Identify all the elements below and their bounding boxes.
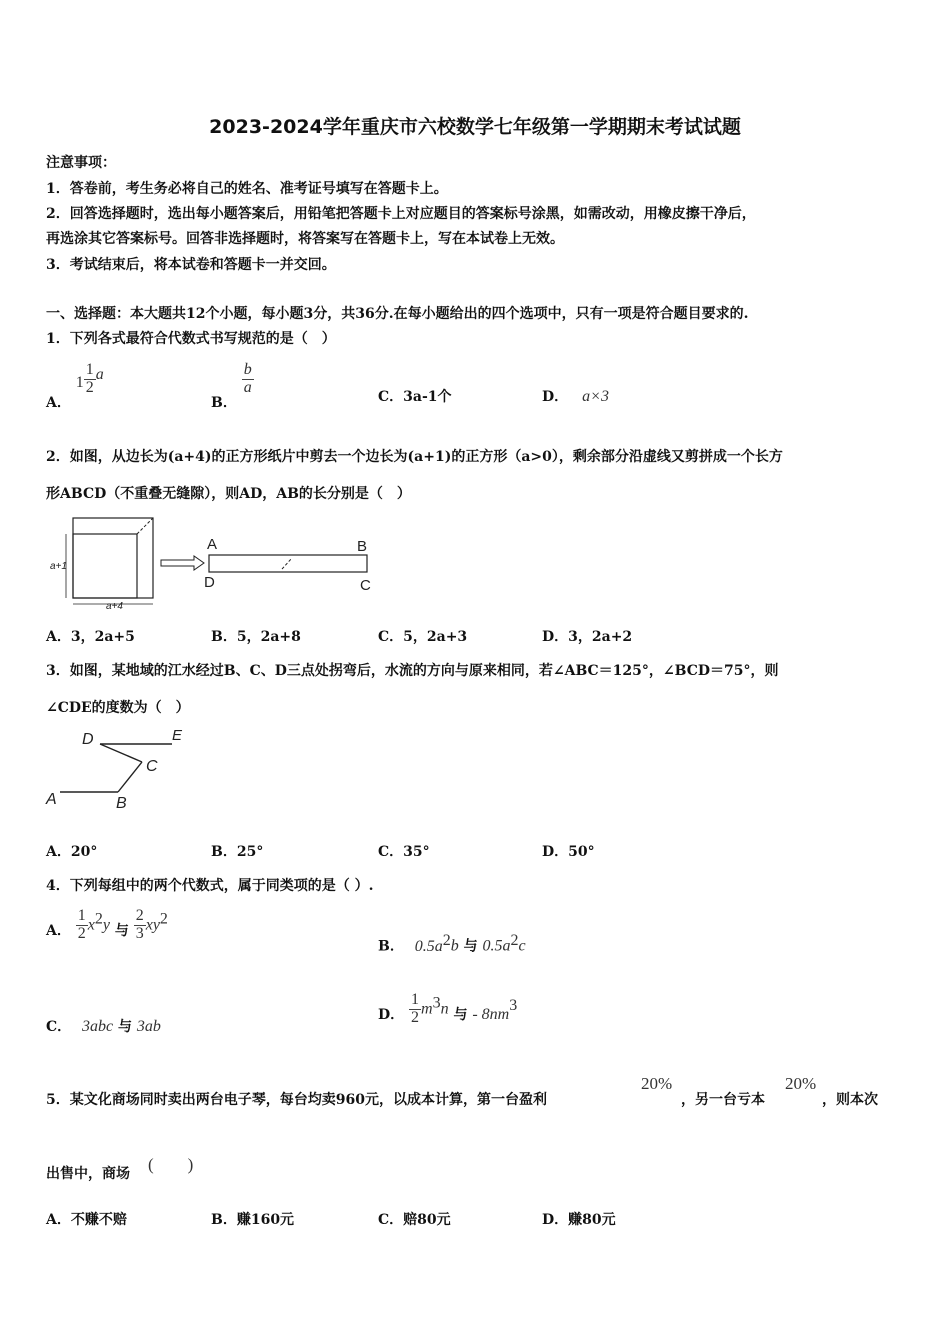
q4-option-c: C． 3abc 与 3ab: [46, 1018, 161, 1035]
q5-option-a: A．不赚不赔: [46, 1212, 127, 1228]
river-cb: [118, 762, 142, 792]
q1-option-d: D． a×3: [542, 388, 609, 405]
q3-stem-line1: 3．如图，某地域的江水经过B、C、D三点处拐弯后，水流的方向与原来相同，若∠ABC＝125°，∠BCD＝75°，则: [46, 663, 779, 679]
q5-stem-part1: 5．某文化商场同时卖出两台电子琴，每台均卖960元，以成本计算，第一台盈利: [46, 1092, 547, 1108]
q5-option-b: B．赚160元: [211, 1212, 295, 1228]
q2-option-c: C．5，2a+3: [378, 629, 468, 645]
q5-stem-part3: ，则本次: [822, 1092, 878, 1108]
rectangle-abcd: [209, 555, 367, 572]
q4-option-b: B． $0.5a^2b$ 与 $0.5a^2c$: [378, 932, 526, 955]
label-E: E: [172, 727, 183, 744]
q5-stem-part2: ，另一台亏本: [681, 1092, 765, 1108]
notice-heading: 注意事项：: [46, 155, 116, 171]
rect-dashed-line: [282, 558, 292, 569]
page-title: 2023-2024学年重庆市六校数学七年级第一学期期末考试试题: [209, 116, 741, 138]
q3-stem-line2: ∠CDE的度数为（ ）: [46, 700, 190, 716]
q1-option-a: A． 1 $\frac{1}{2}$ a: [46, 361, 104, 412]
notice-item-2a: 2．回答选择题时，选出每小题答案后，用铅笔把答题卡上对应题目的答案标号涂黑，如需改动，用橡皮擦干净后，: [46, 206, 756, 222]
river-dc: [100, 744, 142, 762]
q1-option-b: B． $\frac{b}{a}$: [211, 361, 252, 412]
q3-figure: [42, 722, 202, 817]
q1-option-c: C．3a-1个: [378, 389, 452, 405]
label-C: C: [360, 577, 371, 594]
q5-option-c: C．赔80元: [378, 1212, 451, 1228]
q3-option-b: B．25°: [211, 844, 264, 860]
label-D: D: [82, 731, 94, 748]
q4-option-d: D． $\frac{1}{2}$ $m^3n$ 与 - $8nm^3$: [378, 991, 518, 1026]
label-A: A: [207, 536, 218, 553]
q5-option-d: D．赚80元: [542, 1212, 616, 1228]
label-B: B: [357, 538, 368, 555]
q4-stem: 4．下列每组中的两个代数式，属于同类项的是（ ）.: [46, 878, 374, 894]
q5-loss-percent: 20%: [785, 1074, 817, 1093]
q5-stem-line2: 出售中，商场: [46, 1166, 130, 1182]
q3-option-a: A．20°: [46, 844, 98, 860]
label-C: C: [146, 758, 158, 775]
q2-figure: [46, 512, 386, 612]
label-a-plus-1: a+1: [50, 561, 67, 572]
q3-option-c: C．35°: [378, 844, 430, 860]
q2-stem-line2: 形ABCD（不重叠无缝隙），则AD，AB的长分别是（ ）: [46, 486, 411, 502]
label-a-plus-4: a+4: [106, 601, 123, 612]
q3-option-d: D．50°: [542, 844, 595, 860]
notice-item-3: 3．考试结束后，将本试卷和答题卡一并交回。: [46, 257, 336, 273]
arrow-icon: [161, 556, 204, 570]
notice-item-1: 1．答卷前，考生务必将自己的姓名、准考证号填写在答题卡上。: [46, 181, 448, 197]
cut-dashed-line: [137, 518, 153, 534]
inner-square: [73, 534, 137, 598]
q2-stem-line1: 2．如图，从边长为(a+4)的正方形纸片中剪去一个边长为(a+1)的正方形（a>0），剩余部分沿虚线又剪拼成一个长方: [46, 449, 783, 465]
label-D: D: [204, 574, 215, 591]
label-B: B: [116, 795, 127, 812]
q5-answer-paren: ( ): [148, 1155, 194, 1174]
label-A: A: [46, 791, 57, 808]
q5-profit-percent: 20%: [641, 1074, 673, 1093]
notice-item-2b: 再选涂其它答案标号。回答非选择题时，将答案写在答题卡上，写在本试卷上无效。: [46, 231, 564, 247]
q2-option-d: D．3，2a+2: [542, 629, 633, 645]
q4-option-a: A． $\frac{1}{2}$ $x^2y$ 与 $\frac{2}{3}$ $xy^2$: [46, 907, 168, 942]
q1-stem: 1．下列各式最符合代数式书写规范的是（ ）: [46, 331, 336, 347]
section-heading: 一、选择题：本大题共12个小题，每小题3分，共36分.在每小题给出的四个选项中，只有一项是符合题目要求的.: [46, 306, 749, 322]
q2-option-a: A．3，2a+5: [46, 629, 135, 645]
q2-option-b: B．5，2a+8: [211, 629, 301, 645]
